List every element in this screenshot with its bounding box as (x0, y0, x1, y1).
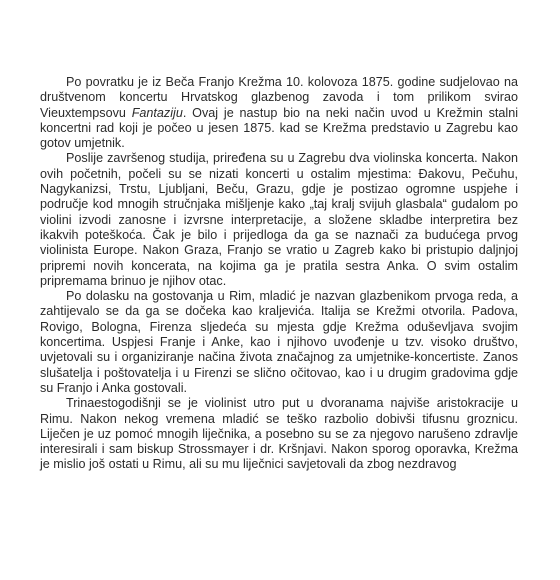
paragraph-3: Po dolasku na gostovanja u Rim, mladić je nazvan glazbenikom prvoga reda, a zahtijevalo se da ga se dočeka kao kraljevića. Italija se Krežmi otvorila. Padova, Rovigo, Bologna, Firenza sljedeća su mjesta gdje Krežma oduševljava svojim koncertima. Uspjesi Franje i Anke, kao i njihovo uvođenje u tzv. visoko društvo, uvjetovali su i organiziranje načina života značajnog za umjetnike-koncertiste. Zanos slušatelja i poštovatelja i u Firenzi se slično očitovao, kao i u drugim gradovima gdje su Franjo i Anka gostovali. (40, 289, 518, 395)
paragraph-1 (40, 75, 518, 151)
body-text (40, 75, 518, 473)
paragraph-2: Poslije završenog studija, priređena su u Zagrebu dva violinska koncerta. Nakon ovih početnih, počeli su se nizati koncerti u ostalim mjestima: Đakovu, Pečuhu, Nagykanizsi, Trstu, Ljubljani, Beču, Grazu, gdje je postizao ogromne uspjehe i područje kod mnogih stručnjaka mišljenje kako „taj kralj svijuh glasbala“ gudalom po violini izvodi zanosne i izvrsne interpretacije, a složene skladbe interpretira bez ikakvih poteškoća. Čak je bilo i prijedloga da ga se naznači za budućega prvog violinista Europe. Nakon Graza, Franjo se vratio u Zagreb kako bi pristupio daljnjoj pripremi novih koncerata, na kojima ga je pratila sestra Anka. O svim ostalim pripremama brinuo je njihov otac. (40, 151, 518, 288)
paragraph-1-text: Po povratku je iz Beča Franjo Krežma 10. kolovoza 1875. godine sudjelovao na društvenom koncertu Hrvatskog glazbenog zavoda i tom prilikom svirao Vieuxtempsovu (40, 75, 518, 120)
work-title: Fantaziju (131, 105, 183, 120)
paragraph-4: Trinaestogodišnji se je violinist utro put u dvoranama najviše aristokracije u Rimu. Nakon nekog vremena mladić se teško razbolio dobivši tifusnu groznicu. Liječen je uz pomoć mnogih liječnika, a posebno su se za njegovo narušeno zdravlje interesirali i sam biskup Strossmayer i dr. Kršnjavi. Nakon sporog oporavka, Krežma je mislio još ostati u Rimu, ali su mu liječnici savjetovali da zbog nezdravog (40, 396, 518, 472)
paragraph-1-text-end: . Ovaj je nastup bio na neki način uvod u Krežmin stalni koncertni rad koji je počeo u jesen 1875. kad se Krežma predstavio u Zagrebu kao gotov umjetnik. (40, 105, 519, 151)
